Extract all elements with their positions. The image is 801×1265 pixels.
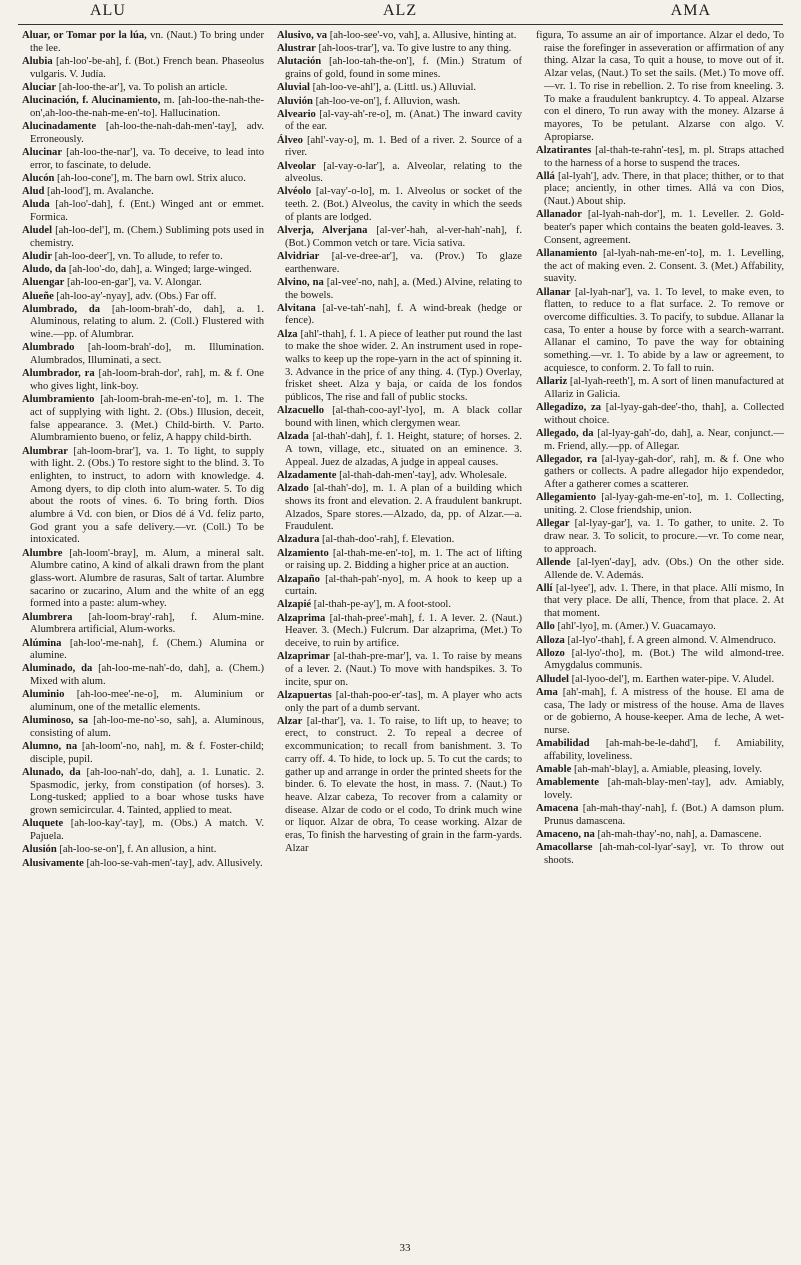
entry-definition: [ah-loo-nah'-do, dah], a. 1. Lunatic. 2. Spasmodic, jerky, from constipation (of horses). 3. Long-tusked; applied to a boar whose tusks have grown semicircular. 4. Tainted, applied to meat. [30, 767, 264, 817]
entry-headword: Alumbrador, ra [22, 368, 95, 380]
entry-definition: [ah-loo'-be-ah], f. (Bot.) French bean. Phaseolus vulgaris. V. Judía. [30, 55, 264, 80]
dictionary-entry [277, 716, 522, 856]
entry-definition: [ah-loom-brah'-do], m. Illumination. Alumbrados, Illuminati, a sect. [30, 342, 264, 367]
entry-definition: [al-vay-ah'-re-o], m. (Anat.) The inward cavity of the ear. [285, 108, 522, 133]
entry-definition: [ah-loo'-do, dah], a. Winged; large-winged. [66, 264, 252, 276]
entry-definition: [al-lyo'-tho], m. (Bot.) The wild almond-tree. Amygdalus communis. [544, 647, 784, 672]
entry-definition: [ah-loo-see'-vo, vah], a. Allusive, hinting at. [327, 30, 517, 41]
entry-definition: [al-thah-me-en'-to], m. 1. The act of lifting or raising up. 2. Bidding a higher price at an auction. [285, 547, 522, 572]
entry-definition: [ah-mah-thay'-nah], f. (Bot.) A damson plum. Prunus damascena. [544, 803, 784, 827]
dictionary-entry [277, 405, 522, 430]
dictionary-entry [277, 574, 522, 599]
entry-definition: [al-thah-pah'-nyo], m. A hook to keep up a curtain. [285, 573, 522, 598]
dictionary-entry [536, 428, 784, 453]
dictionary-entry [22, 199, 264, 224]
entry-headword: Alumbrado, da [22, 303, 101, 315]
entry-definition: [al-lyah-reeth'], m. A sort of linen manufactured at Allariz in Galicia. [544, 375, 784, 400]
dictionary-entry [22, 446, 264, 548]
dictionary-entry [536, 248, 784, 286]
dictionary-entry [277, 109, 522, 134]
dictionary-entry [22, 844, 264, 857]
entry-definition: vn. (Naut.) To bring under the lee. [30, 30, 264, 54]
entry-definition: [ah'-mah], f. A mistress of the house. El ama de casa, The lady or mistress of the house. Ama de llaves or de gobierno, A house-keeper. Ama de leche, A wet-nurse. [544, 686, 784, 736]
page-number: 33 [399, 1242, 411, 1254]
dictionary-entry [536, 803, 784, 828]
entry-definition: [al-thah'-dah], f. 1. Height, stature; of horses. 2. A town, village, etc., situated on an eminence. 3. Appeal. Juez de alzadas, A judge in appeal causes. [285, 431, 522, 468]
dictionary-entry [22, 147, 264, 172]
dictionary-entry [22, 121, 264, 146]
entry-definition: [ahl'-lyo], m. (Amer.) V. Guacamayo. [554, 621, 716, 633]
entry-headword: Alueñe [22, 290, 54, 302]
dictionary-entry [22, 56, 264, 81]
entry-definition: [ah-loo-cone'], m. The barn owl. Strix aluco. [54, 172, 246, 184]
dictionary-entry [536, 738, 784, 763]
dictionary-entry [536, 376, 784, 401]
entry-definition: [ah-mah-thay'-no, nah], a. Damascene. [594, 829, 762, 841]
dictionary-entry [536, 209, 784, 247]
entry-definition: [ah-loom'-no, nah], m. & f. Foster-child; disciple, pupil. [30, 741, 264, 765]
entry-headword: Alumbrera [22, 611, 73, 623]
entry-headword: Aludo, da [22, 264, 67, 276]
dictionary-entry [277, 43, 522, 56]
entry-definition: [al-thah'-do], m. 1. A plan of a building which shows its front and elevation. 2. A fraudulent bankrupt. Alzados, Spare stores.—Alzado, da, pp. of Alzar.—a. Fraudulent. [285, 483, 522, 533]
column-1 [22, 30, 264, 1240]
dictionary-entry [277, 303, 522, 328]
entry-headword: Alzacuello [277, 405, 325, 417]
entry-definition: [al-lyah'], adv. There, in that place; thither, or to that place; anciently, in other times. Allá va con Dios, (Naut.) About ship. [544, 170, 784, 208]
dictionary-entry [277, 329, 522, 405]
entry-definition: [al-lyay-gah-me-en'-to], m. 1. Collecting, uniting. 2. Close friendship, union. [544, 492, 784, 517]
dictionary-entry [22, 663, 264, 688]
dictionary-entry [22, 741, 264, 766]
dictionary-entry [22, 277, 264, 290]
dictionary-entry [22, 342, 264, 367]
entry-headword: Alutación [277, 56, 322, 68]
entry-definition: [al-lyay-gah'-do, dah], a. Near, conjunct.—m. Friend, ally.—pp. of Allegar. [544, 427, 784, 452]
entry-headword: Alzado [277, 483, 309, 495]
dictionary-entry [22, 689, 264, 714]
dictionary-entry [536, 777, 784, 802]
entry-headword: Alzapié [277, 599, 312, 611]
dictionary-entry [22, 767, 264, 818]
dictionary-entry [277, 225, 522, 250]
dictionary-entry [536, 829, 784, 842]
dictionary-entry [536, 30, 784, 144]
dictionary-entry [22, 225, 264, 250]
entry-headword: Allende [536, 556, 571, 568]
entry-headword: Aluengar [22, 277, 65, 289]
dictionary-entry [536, 402, 784, 427]
entry-definition: [al-ver'-hah, al-ver-hah'-nah], f. (Bot.) Common vetch or tare. Vicia sativa. [285, 225, 522, 249]
entry-definition: [ah-mah'-blay], a. Amiable, pleasing, lovely. [571, 764, 762, 776]
entry-definition: [ah-loo'-me-nah], f. (Chem.) Alumina or alumine. [30, 637, 264, 662]
entry-headword: Alumbrar [22, 445, 68, 457]
entry-definition: [ah-loo-en-gar'], va. V. Alongar. [64, 277, 202, 289]
dictionary-entry [536, 687, 784, 738]
entry-headword: Aluvial [277, 82, 310, 94]
entry-headword: Amacena [536, 803, 579, 815]
header-rule [18, 24, 783, 25]
dictionary-entry [22, 304, 264, 342]
entry-headword: Alludel [536, 673, 569, 685]
entry-definition: [ah-loom-brah-dor', rah], m. & f. One who gives light, link-boy. [30, 368, 264, 392]
header-left-guideword: ALU [90, 2, 126, 19]
dictionary-entry [22, 394, 264, 445]
dictionary-entry [536, 287, 784, 376]
entry-headword: Alzaprima [277, 612, 326, 624]
dictionary-entry [277, 483, 522, 534]
dictionary-entry [22, 173, 264, 186]
column-2 [277, 30, 522, 1240]
entry-definition: [ah-loo-the-nar'], va. To deceive, to lead into error, to fascinate, to delude. [30, 146, 264, 171]
dictionary-entry [22, 858, 264, 871]
entry-headword: Alustrar [277, 43, 316, 55]
entry-headword: Alumbrado [22, 342, 75, 354]
entry-headword: Alzar [277, 715, 303, 727]
entry-headword: Alumbre [22, 547, 63, 559]
entry-definition: [al-thah-pree'-mah], f. 1. A lever. 2. (Naut.) Heaver. 3. (Mech.) Fulcrum. Dar alzaprima, (Met.) To deceive, to ruin by artifice. [285, 612, 522, 650]
entry-definition: [al-lyay-gah-dor', rah], m. & f. One who gathers or collects. A padre allegador hijo expendedor, After a gatherer comes a scatterer. [544, 453, 784, 491]
entry-definition: [al-lyay-gar'], va. 1. To gather, to unite. 2. To draw near. 3. To solicit, to procure.—vr. To come near, to approach. [544, 518, 784, 555]
entry-definition: [ah-loom-bray'-rah], f. Alum-mine. Alumbrera artificial, Alum-works. [30, 611, 264, 636]
entry-definition: [ah-mah-col-lyar'-say], vr. To throw out shoots. [544, 842, 784, 866]
column-3 [536, 30, 784, 1240]
entry-headword: Amacollarse [536, 842, 593, 854]
header-middle-guideword: ALZ [383, 2, 418, 19]
entry-headword: Aluda [22, 199, 50, 211]
entry-definition: [al-lyah-nar'], va. 1. To level, to make even, to flatten, to reduce to a flat surface. 2. To remove or overcome difficulties. 3. To pacify, to subdue. Allanar la casa, To enter a house by force with a search-warrant. Allanar el camino, To pave the way for obtaining something.—vr. 1. To abide by a law or agreement, to acquiesce, to conform. 2. To fall to ruin. [544, 286, 784, 374]
entry-headword: Alucinadamente [22, 120, 97, 132]
entry-headword: Alloza [536, 634, 565, 646]
entry-definition: [ah-loo-se-on'], f. An allusion, a hint. [56, 844, 217, 856]
entry-definition: [ah-lood'], m. Avalanche. [44, 185, 154, 197]
dictionary-entry [536, 635, 784, 648]
entry-definition: [ah-loo-the-nah-dah-men'-tay], adv. Erroneously. [30, 120, 264, 145]
entry-headword: Alzadamente [277, 469, 337, 481]
dictionary-entry [536, 492, 784, 517]
dictionary-entry [277, 613, 522, 651]
entry-headword: Aludir [22, 250, 53, 262]
dictionary-entry [277, 690, 522, 715]
entry-headword: Amaceno, na [536, 829, 595, 841]
entry-definition: [ah-mah-blay-men'-tay], adv. Amiably, lovely. [544, 777, 784, 801]
entry-headword: Alúmina [22, 637, 62, 649]
entry-definition: [ahl'-thah], f. 1. A piece of leather put round the last to make the shoe wider. 2. An instrument used in rope-walks to keep up the rope-yarn in the act of spinning it. 3. Advance in the price of any thing. 4. (Typ.) Overlay, frisket sheet. Alza y baja, or caída de los fondos públicos, The rise and fall of public stocks. [285, 328, 522, 404]
entry-definition: [ahl'-vay-o], m. 1. Bed of a river. 2. Source of a river. [285, 134, 522, 159]
dictionary-entry [277, 135, 522, 160]
entry-headword: Alzatirantes [536, 144, 592, 156]
entry-headword: Allegamiento [536, 492, 597, 504]
entry-definition: [al-lyah-nah-me-en'-to], m. 1. Levelling, the act of making even. 2. Consent. 3. (Met.) Affability, suavity. [544, 247, 784, 285]
dictionary-entry [22, 548, 264, 612]
entry-headword: Allegadizo, za [536, 401, 602, 413]
entry-headword: Alunado, da [22, 767, 81, 779]
entry-headword: Amablemente [536, 777, 599, 789]
entry-headword: Alvino, na [277, 276, 324, 288]
entry-headword: Aluvión [277, 95, 313, 107]
dictionary-entry [277, 277, 522, 302]
entry-definition: [ah-loo-deer'], vn. To allude, to refer to. [52, 250, 223, 262]
entry-headword: Alusivamente [22, 857, 84, 869]
entry-definition: [al-lyo'-thah], f. A green almond. V. Almendruco. [564, 634, 776, 646]
dictionary-entry [277, 56, 522, 81]
entry-definition: [ah-loo-me-no'-so, sah], a. Aluminous, consisting of alum. [30, 715, 264, 739]
entry-headword: Alud [22, 185, 45, 197]
entry-definition: [al-vee'-no, nah], a. (Med.) Alvine, relating to the bowels. [285, 276, 522, 301]
entry-definition: [ah-loom-brah'-do, dah], a. 1. Aluminous, relating to alum. 2. (Coll.) Flustered with wine.—pp. of Alumbrar. [30, 303, 264, 341]
entry-definition: [ah-mah-be-le-dahd'], f. Amiability, affability, loveliness. [544, 738, 784, 762]
entry-definition: [ah-loo-me-nah'-do, dah], a. (Chem.) Mixed with alum. [30, 663, 264, 688]
entry-definition: [al-thah-poo-er'-tas], m. A player who acts only the part of a dumb servant. [285, 689, 522, 714]
entry-definition: [ah-loom'-bray], m. Alum, a mineral salt. Alumbre catino, A kind of alkali drawn from the plant glass-wort. Alumbre de rasuras, Salt of tartar. Alumbre sacarino or zucarino, Alum and the white of an egg formed into a paste: alum-whey. [30, 547, 264, 610]
dictionary-entry [277, 186, 522, 224]
entry-headword: Alzapaño [277, 573, 320, 585]
dictionary-entry [277, 161, 522, 186]
entry-headword: Alucinación, f. Alucinamiento, [22, 95, 161, 107]
entry-headword: Aluquete [22, 818, 64, 830]
dictionary-entry [22, 612, 264, 637]
dictionary-entry [22, 30, 264, 55]
entry-definition: [al-thah-coo-ayl'-lyo], m. A black collar bound with linen, which clergymen wear. [285, 405, 522, 430]
dictionary-entry [22, 82, 264, 95]
dictionary-entry [277, 651, 522, 689]
entry-headword: Alzada [277, 431, 309, 443]
entry-headword: Alvéolo [277, 186, 312, 198]
dictionary-entry [536, 621, 784, 634]
entry-definition: [al-thar'], va. 1. To raise, to lift up, to heave; to erect, to construct. 2. To repeal a decree of excommunication; to recall from banishment. 3. To carry off. 4. To hide, to lock up. 5. To cut the cards; to gather up and arrange in order the printed sheets for the binder. 6. To elevate the host, in mass. 7. (Naut.) To heave. Alzar cabeza, To recover from a calamity or disease. Alzar de codo or el codo, To drink much wine or liquor. Alzar de obra, To cease working. Alzar de eras, To finish the harvesting of grain in the farm-yards. Alzar [285, 715, 522, 854]
entry-definition: figura, To assume an air of importance. Alzar el dedo, To raise the forefinger in asseveration or affirmation of any thing. Alzar la casa, To quit a house, to move out of it. Alzar velas, (Naut.) To set the sails. (Met.) To move off.—vr. 1. To rise in rebellion. 2. To rise from kneeling. 3. To make a fraudulent bankruptcy. 4. To appeal. Alzarse con el dinero, To run away with the money. Alzarse á mayores, To be petulant. Alzarse con algo. V. Apropiarse. [536, 30, 784, 143]
dictionary-entry [536, 648, 784, 673]
entry-headword: Alvitana [277, 302, 316, 314]
entry-definition: [ah-loo-kay'-tay], m. (Obs.) A match. V. Pajuela. [30, 818, 264, 843]
entry-definition: [al-lyay-gah-dee'-tho, thah], a. Collected without choice. [544, 401, 784, 426]
entry-headword: Amabilidad [536, 738, 590, 750]
entry-definition: [al-thah-pe-ay'], m. A foot-stool. [311, 599, 452, 611]
entry-headword: Alzadura [277, 534, 320, 546]
entry-headword: Alubia [22, 55, 53, 67]
entry-headword: Aluminoso, sa [22, 715, 89, 727]
entry-definition: [al-ve-tah'-nah], f. A wind-break (hedge or fence). [285, 302, 522, 327]
entry-definition: [al-thah-pre-mar'], va. 1. To raise by means of a lever. 2. (Naut.) To move with handspikes. 3. To incite, spur on. [285, 651, 522, 688]
entry-headword: Allanador [536, 209, 582, 221]
entry-definition: [ah-loo-ve-ahl'], a. (Littl. us.) Alluvial. [309, 82, 477, 94]
entry-headword: Aluminio [22, 689, 65, 701]
entry-headword: Aluminado, da [22, 663, 93, 675]
dictionary-entry [22, 251, 264, 264]
entry-headword: Aluar, or Tomar por la lúa, [22, 30, 147, 41]
dictionary-entry [277, 251, 522, 276]
entry-headword: Allo [536, 621, 555, 633]
entry-definition: m. [ah-loo-the-nah-the-on',ah-loo-the-nah-me-en'-to]. Hallucination. [30, 95, 264, 119]
entry-headword: Alzapuertas [277, 689, 332, 701]
entry-headword: Allanar [536, 286, 571, 298]
entry-definition: [al-lyee'], adv. 1. There, in that place. Allí mismo, In that very place. De allí, Thence, from that place. 2. At that moment. [544, 582, 784, 620]
entry-headword: Alveario [277, 108, 316, 120]
entry-headword: Alverja, Alverjana [277, 225, 368, 237]
dictionary-entry [22, 638, 264, 663]
entry-headword: Alusión [22, 844, 57, 856]
dictionary-entry [536, 583, 784, 621]
entry-definition: [ah-loo-tah-the-on'], f. (Min.) Stratum of grains of gold, found in some mines. [285, 56, 522, 81]
dictionary-entry [277, 82, 522, 95]
dictionary-entry [536, 454, 784, 492]
entry-headword: Alvidriar [277, 250, 320, 262]
entry-definition: [ah-loo-ay'-nyay], adv. (Obs.) Far off. [53, 290, 217, 302]
entry-headword: Alzamiento [277, 547, 329, 559]
dictionary-entry [277, 431, 522, 469]
entry-definition: [al-vay'-o-lo], m. 1. Alveolus or socket of the teeth. 2. (Bot.) Alveolus, the cavity in which the seeds of plants are lodged. [285, 186, 522, 223]
entry-headword: Alza [277, 328, 298, 340]
entry-headword: Allanamiento [536, 247, 598, 259]
entry-definition: [ah-loo-del'], m. (Chem.) Subliming pots used in chemistry. [30, 225, 264, 249]
entry-headword: Alumno, na [22, 741, 78, 753]
entry-definition: [ah-loo-se-vah-men'-tay], adv. Allusively. [83, 857, 263, 869]
entry-definition: [al-lyoo-del'], m. Earthen water-pipe. V. Aludel. [568, 673, 775, 685]
entry-definition: [al-thah-dah-men'-tay], adv. Wholesale. [336, 469, 507, 481]
entry-definition: [al-vay-o-lar'], a. Alveolar, relating to the alveolus. [285, 160, 522, 185]
entry-headword: Allá [536, 170, 555, 182]
entry-headword: Alzaprimar [277, 651, 330, 663]
entry-definition: [ah-loo-mee'-ne-o], m. Aluminium or aluminum, one of the metallic elements. [30, 689, 264, 714]
entry-definition: [ah-loos-trar'], va. To give lustre to any thing. [315, 43, 512, 55]
entry-definition: [ah-loo-the-ar'], va. To polish an article. [56, 81, 228, 93]
entry-headword: Allegar [536, 518, 570, 530]
entry-headword: Amable [536, 764, 572, 776]
dictionary-entry [22, 291, 264, 304]
dictionary-entry [536, 145, 784, 170]
dictionary-entry [277, 470, 522, 483]
entry-definition: [ah-loo'-dah], f. (Ent.) Winged ant or emmet. Formica. [30, 199, 264, 223]
entry-definition: [al-thah-doo'-rah], f. Elevation. [319, 534, 455, 546]
entry-definition: [al-thah-te-rahn'-tes], m. pl. Straps attached to the harness of a horse to suspend the traces. [544, 144, 784, 169]
entry-headword: Alusivo, va [277, 30, 328, 41]
dictionary-entry [536, 557, 784, 582]
entry-headword: Alveolar [277, 160, 316, 172]
dictionary-entry [277, 30, 522, 43]
entry-definition: [al-ve-dree-ar'], va. (Prov.) To glaze earthenware. [285, 250, 522, 275]
dictionary-entry [22, 186, 264, 199]
entry-headword: Allariz [536, 375, 568, 387]
entry-headword: Álveo [277, 134, 303, 146]
entry-headword: Aluciar [22, 81, 57, 93]
entry-headword: Aludel [22, 225, 53, 237]
entry-headword: Ama [536, 686, 558, 698]
dictionary-entry [22, 95, 264, 120]
entry-headword: Alucinar [22, 146, 63, 158]
entry-definition: [al-lyah-nah-dor'], m. 1. Leveller. 2. Gold-beater's paper which contains the beaten gold-leaves. 3. Consent, agreement. [544, 209, 784, 246]
dictionary-entry [536, 518, 784, 556]
dictionary-entry [277, 599, 522, 612]
entry-headword: Allozo [536, 647, 565, 659]
entry-definition: [ah-loom-brar'], va. 1. To light, to supply with light. 2. (Obs.) To restore sight to the blind. 3. To enlighten, to instruct, to adorn with knowledge. 4. Among dyers, to dip cloth into alum-water. 5. To dig about the roots of vines. 6. To bring forth. Dios alumbre á Vd. con bien, or Dios dé á Vd. feliz parto, God grant you a safe delivery.—vr. (Coll.) To be intoxicated. [30, 445, 264, 546]
dictionary-entry [277, 534, 522, 547]
dictionary-entry [22, 368, 264, 393]
dictionary-entry [536, 764, 784, 777]
header-right-guideword: AMA [670, 2, 711, 19]
entry-headword: Alumbramiento [22, 394, 95, 406]
entry-headword: Alucón [22, 172, 55, 184]
dictionary-entry [536, 674, 784, 687]
entry-definition: [ah-loo-ve-on'], f. Alluvion, wash. [312, 95, 461, 107]
entry-headword: Allegado, da [536, 427, 594, 439]
entry-definition: [ah-loom-brah-me-en'-to], m. 1. The act of supplying with light. 2. (Obs.) Illusion, deceit, false appearance. 3. (Met.) Child-birth. V. Parto. Alumbramiento bueno, or feliz, A happy child-birth. [30, 394, 264, 444]
dictionary-entry [277, 96, 522, 109]
entry-headword: Allegador, ra [536, 453, 597, 465]
dictionary-entry [277, 548, 522, 573]
running-header [18, 2, 783, 24]
dictionary-entry [22, 264, 264, 277]
entry-definition: [al-lyen'-day], adv. (Obs.) On the other side. Allende de. V. Además. [544, 556, 784, 581]
entry-headword: Allí [536, 582, 553, 594]
dictionary-entry [536, 171, 784, 209]
dictionary-entry [536, 842, 784, 867]
dictionary-entry [22, 715, 264, 740]
dictionary-entry [22, 818, 264, 843]
